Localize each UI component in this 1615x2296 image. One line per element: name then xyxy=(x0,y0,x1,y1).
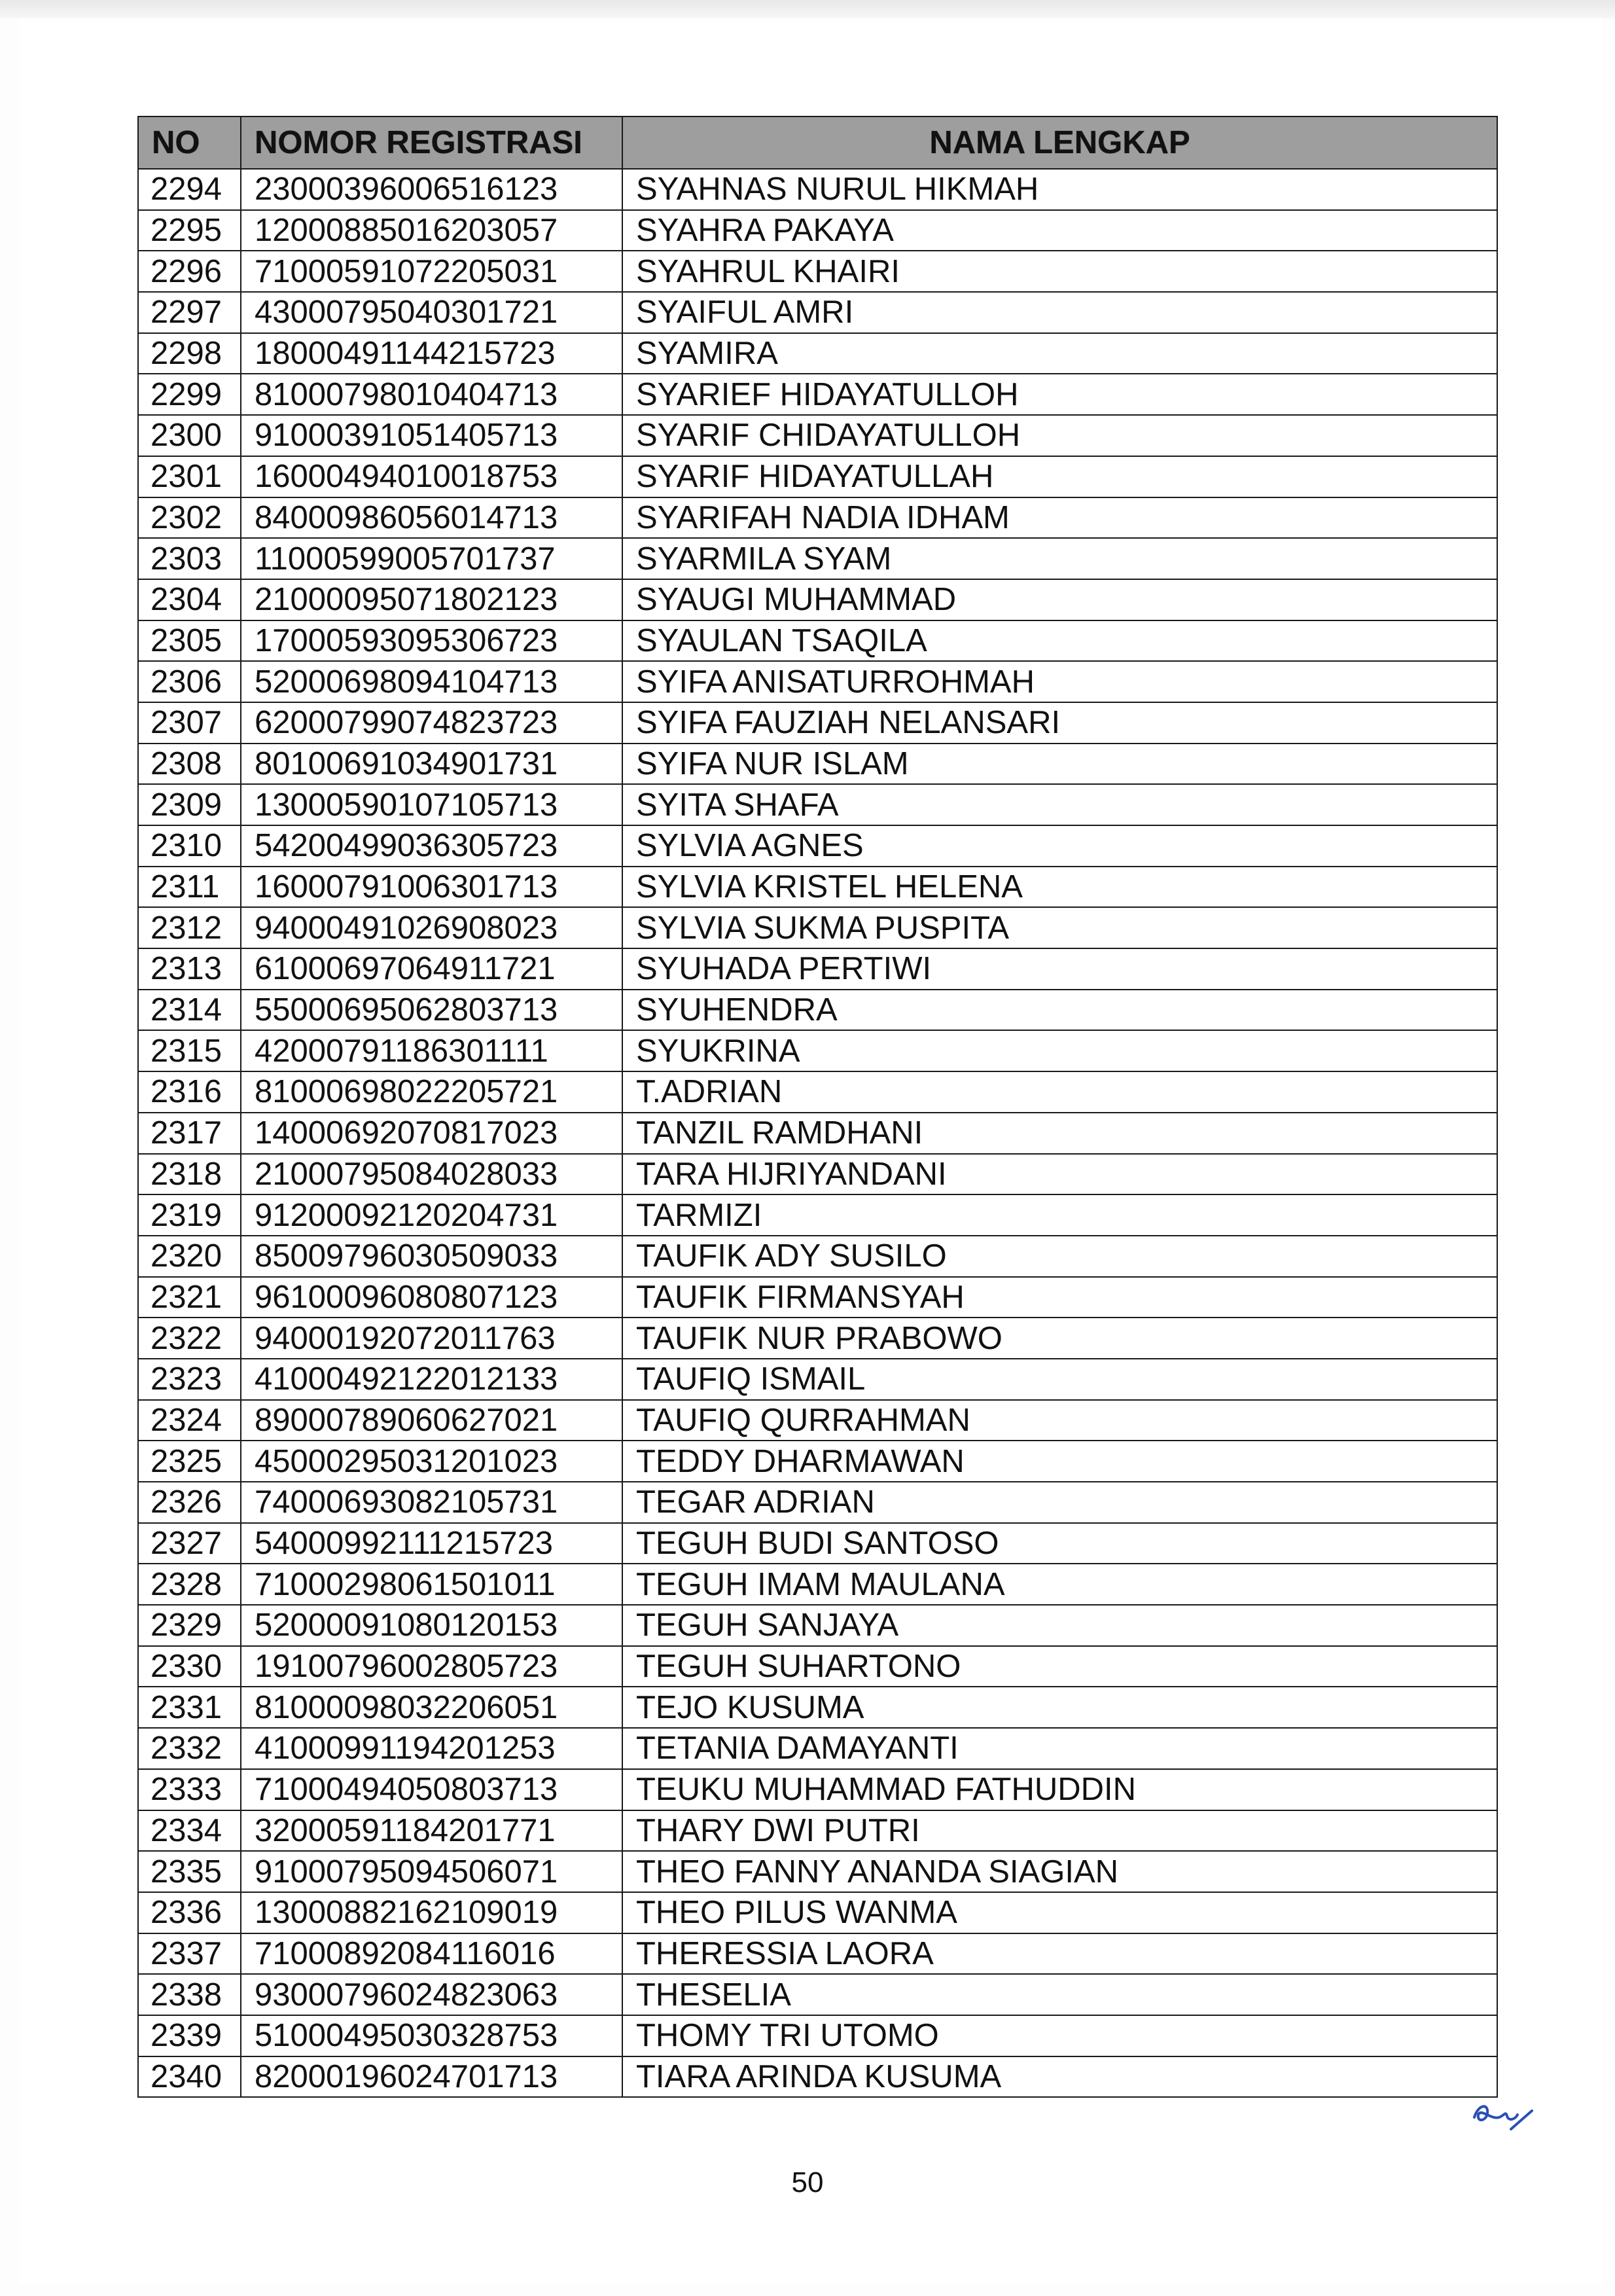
table-row xyxy=(138,1482,1497,1523)
registration-number-cell: 21000795084028033 xyxy=(241,1154,622,1195)
row-number-cell: 2295 xyxy=(138,210,241,251)
registration-number-cell: 96100096080807123 xyxy=(241,1277,622,1318)
header-no: NO xyxy=(138,117,241,169)
row-number-cell: 2310 xyxy=(138,825,241,867)
full-name-cell: SYARIEF HIDAYATULLOH xyxy=(622,374,1497,415)
row-number-cell: 2327 xyxy=(138,1523,241,1564)
full-name-cell: TARA HIJRIYANDANI xyxy=(622,1154,1497,1195)
registration-number-cell: 94000491026908023 xyxy=(241,907,622,948)
table-row xyxy=(138,1030,1497,1071)
full-name-cell: TEGUH IMAM MAULANA xyxy=(622,1564,1497,1605)
registration-number-cell: 93000796024823063 xyxy=(241,1974,622,2015)
registration-number-cell: 89000789060627021 xyxy=(241,1400,622,1441)
table-row xyxy=(138,1892,1497,1933)
table-header-row xyxy=(138,117,1497,169)
table-row xyxy=(138,169,1497,210)
registration-number-cell: 74000693082105731 xyxy=(241,1482,622,1523)
table-row xyxy=(138,1933,1497,1975)
row-number-cell: 2322 xyxy=(138,1318,241,1359)
row-number-cell: 2331 xyxy=(138,1687,241,1728)
full-name-cell: THARY DWI PUTRI xyxy=(622,1810,1497,1852)
row-number-cell: 2317 xyxy=(138,1113,241,1154)
handwritten-initial-icon xyxy=(1469,2091,1541,2137)
table-row xyxy=(138,374,1497,415)
registration-number-cell: 18000491144215723 xyxy=(241,333,622,374)
full-name-cell: TANZIL RAMDHANI xyxy=(622,1113,1497,1154)
registration-number-cell: 51000495030328753 xyxy=(241,2015,622,2056)
table-row xyxy=(138,415,1497,456)
table-row xyxy=(138,661,1497,702)
registration-number-cell: 16000494010018753 xyxy=(241,456,622,497)
full-name-cell: TEGAR ADRIAN xyxy=(622,1482,1497,1523)
row-number-cell: 2321 xyxy=(138,1277,241,1318)
full-name-cell: SYARIF HIDAYATULLAH xyxy=(622,456,1497,497)
registration-number-cell: 41000492122012133 xyxy=(241,1359,622,1400)
row-number-cell: 2308 xyxy=(138,744,241,785)
row-number-cell: 2315 xyxy=(138,1030,241,1071)
registration-number-cell: 71000298061501011 xyxy=(241,1564,622,1605)
table-row xyxy=(138,1318,1497,1359)
table-row xyxy=(138,1851,1497,1892)
table-row xyxy=(138,744,1497,785)
row-number-cell: 2329 xyxy=(138,1605,241,1646)
registration-number-cell: 71000494050803713 xyxy=(241,1769,622,1810)
full-name-cell: TEJO KUSUMA xyxy=(622,1687,1497,1728)
registration-number-cell: 41000991194201253 xyxy=(241,1728,622,1769)
table-body xyxy=(138,169,1497,2097)
registration-number-cell: 61000697064911721 xyxy=(241,948,622,990)
row-number-cell: 2316 xyxy=(138,1071,241,1113)
full-name-cell: SYUHADA PERTIWI xyxy=(622,948,1497,990)
row-number-cell: 2330 xyxy=(138,1646,241,1687)
page-number: 50 xyxy=(791,2166,824,2198)
full-name-cell: TARMIZI xyxy=(622,1194,1497,1236)
table-row xyxy=(138,867,1497,908)
full-name-cell: TAUFIK ADY SUSILO xyxy=(622,1236,1497,1277)
table-row xyxy=(138,1194,1497,1236)
registration-number-cell: 23000396006516123 xyxy=(241,169,622,210)
registration-number-cell: 19100796002805723 xyxy=(241,1646,622,1687)
row-number-cell: 2337 xyxy=(138,1933,241,1975)
full-name-cell: SYUHENDRA xyxy=(622,990,1497,1031)
table-row xyxy=(138,1071,1497,1113)
full-name-cell: SYAMIRA xyxy=(622,333,1497,374)
full-name-cell: SYITA SHAFA xyxy=(622,784,1497,825)
registration-number-cell: 52000698094104713 xyxy=(241,661,622,702)
table-row xyxy=(138,1277,1497,1318)
full-name-cell: SYLVIA KRISTEL HELENA xyxy=(622,867,1497,908)
row-number-cell: 2323 xyxy=(138,1359,241,1400)
registration-number-cell: 84000986056014713 xyxy=(241,497,622,539)
table-row xyxy=(138,1810,1497,1852)
table-row xyxy=(138,1564,1497,1605)
row-number-cell: 2303 xyxy=(138,538,241,579)
full-name-cell: SYLVIA AGNES xyxy=(622,825,1497,867)
full-name-cell: THEO FANNY ANANDA SIAGIAN xyxy=(622,1851,1497,1892)
registration-number-cell: 62000799074823723 xyxy=(241,702,622,744)
row-number-cell: 2299 xyxy=(138,374,241,415)
row-number-cell: 2336 xyxy=(138,1892,241,1933)
table-row xyxy=(138,333,1497,374)
table-row xyxy=(138,702,1497,744)
row-number-cell: 2311 xyxy=(138,867,241,908)
full-name-cell: TEDDY DHARMAWAN xyxy=(622,1441,1497,1482)
row-number-cell: 2309 xyxy=(138,784,241,825)
table-row xyxy=(138,2015,1497,2056)
row-number-cell: 2319 xyxy=(138,1194,241,1236)
registration-number-cell: 71000591072205031 xyxy=(241,251,622,292)
table-row xyxy=(138,579,1497,620)
table-row xyxy=(138,1687,1497,1728)
registration-number-cell: 54000992111215723 xyxy=(241,1523,622,1564)
row-number-cell: 2313 xyxy=(138,948,241,990)
registration-number-cell: 54200499036305723 xyxy=(241,825,622,867)
registration-number-cell: 14000692070817023 xyxy=(241,1113,622,1154)
full-name-cell: SYUKRINA xyxy=(622,1030,1497,1071)
row-number-cell: 2314 xyxy=(138,990,241,1031)
registration-number-cell: 21000095071802123 xyxy=(241,579,622,620)
registration-number-cell: 81000698022205721 xyxy=(241,1071,622,1113)
row-number-cell: 2300 xyxy=(138,415,241,456)
row-number-cell: 2302 xyxy=(138,497,241,539)
registration-number-cell: 81000098032206051 xyxy=(241,1687,622,1728)
table-row xyxy=(138,825,1497,867)
registration-number-cell: 71000892084116016 xyxy=(241,1933,622,1975)
registration-number-cell: 12000885016203057 xyxy=(241,210,622,251)
full-name-cell: TIARA ARINDA KUSUMA xyxy=(622,2056,1497,2098)
row-number-cell: 2334 xyxy=(138,1810,241,1852)
full-name-cell: TETANIA DAMAYANTI xyxy=(622,1728,1497,1769)
registration-number-cell: 94000192072011763 xyxy=(241,1318,622,1359)
row-number-cell: 2298 xyxy=(138,333,241,374)
registration-number-cell: 91200092120204731 xyxy=(241,1194,622,1236)
registration-number-cell: 45000295031201023 xyxy=(241,1441,622,1482)
registration-number-cell: 91000795094506071 xyxy=(241,1851,622,1892)
header-registration-number: NOMOR REGISTRASI xyxy=(241,117,622,169)
row-number-cell: 2307 xyxy=(138,702,241,744)
registration-number-cell: 17000593095306723 xyxy=(241,620,622,662)
table-row xyxy=(138,907,1497,948)
row-number-cell: 2305 xyxy=(138,620,241,662)
row-number-cell: 2333 xyxy=(138,1769,241,1810)
full-name-cell: TAUFIK FIRMANSYAH xyxy=(622,1277,1497,1318)
full-name-cell: TEGUH SUHARTONO xyxy=(622,1646,1497,1687)
full-name-cell: THOMY TRI UTOMO xyxy=(622,2015,1497,2056)
header-full-name: NAMA LENGKAP xyxy=(622,117,1497,169)
table-row xyxy=(138,1236,1497,1277)
full-name-cell: THERESSIA LAORA xyxy=(622,1933,1497,1975)
full-name-cell: TEUKU MUHAMMAD FATHUDDIN xyxy=(622,1769,1497,1810)
full-name-cell: SYARIFAH NADIA IDHAM xyxy=(622,497,1497,539)
registration-number-cell: 82000196024701713 xyxy=(241,2056,622,2098)
full-name-cell: THEO PILUS WANMA xyxy=(622,1892,1497,1933)
full-name-cell: TEGUH SANJAYA xyxy=(622,1605,1497,1646)
row-number-cell: 2297 xyxy=(138,292,241,333)
table-row xyxy=(138,497,1497,539)
registration-number-cell: 42000791186301111 xyxy=(241,1030,622,1071)
registration-number-cell: 52000091080120153 xyxy=(241,1605,622,1646)
registration-number-cell: 16000791006301713 xyxy=(241,867,622,908)
full-name-cell: SYAHRA PAKAYA xyxy=(622,210,1497,251)
row-number-cell: 2304 xyxy=(138,579,241,620)
table-row xyxy=(138,292,1497,333)
table-row xyxy=(138,1113,1497,1154)
full-name-cell: SYIFA ANISATURROHMAH xyxy=(622,661,1497,702)
registration-number-cell: 13000590107105713 xyxy=(241,784,622,825)
table-row xyxy=(138,1400,1497,1441)
row-number-cell: 2294 xyxy=(138,169,241,210)
row-number-cell: 2306 xyxy=(138,661,241,702)
registration-number-cell: 91000391051405713 xyxy=(241,415,622,456)
row-number-cell: 2328 xyxy=(138,1564,241,1605)
row-number-cell: 2324 xyxy=(138,1400,241,1441)
registration-number-cell: 85009796030509033 xyxy=(241,1236,622,1277)
full-name-cell: SYAULAN TSAQILA xyxy=(622,620,1497,662)
row-number-cell: 2326 xyxy=(138,1482,241,1523)
registration-number-cell: 81000798010404713 xyxy=(241,374,622,415)
row-number-cell: 2312 xyxy=(138,907,241,948)
table-row xyxy=(138,251,1497,292)
full-name-cell: SYAIFUL AMRI xyxy=(622,292,1497,333)
table-row xyxy=(138,620,1497,662)
table-row xyxy=(138,1605,1497,1646)
table-row xyxy=(138,1646,1497,1687)
table-row xyxy=(138,1769,1497,1810)
table-row xyxy=(138,210,1497,251)
registration-number-cell: 55000695062803713 xyxy=(241,990,622,1031)
table-row xyxy=(138,456,1497,497)
table-row xyxy=(138,538,1497,579)
registration-number-cell: 32000591184201771 xyxy=(241,1810,622,1852)
full-name-cell: SYAHNAS NURUL HIKMAH xyxy=(622,169,1497,210)
row-number-cell: 2332 xyxy=(138,1728,241,1769)
registration-number-cell: 80100691034901731 xyxy=(241,744,622,785)
registration-table xyxy=(137,116,1498,2098)
table-row xyxy=(138,784,1497,825)
registration-number-cell: 13000882162109019 xyxy=(241,1892,622,1933)
row-number-cell: 2339 xyxy=(138,2015,241,2056)
table-row xyxy=(138,1523,1497,1564)
row-number-cell: 2340 xyxy=(138,2056,241,2098)
full-name-cell: SYAUGI MUHAMMAD xyxy=(622,579,1497,620)
full-name-cell: TAUFIQ QURRAHMAN xyxy=(622,1400,1497,1441)
table-row xyxy=(138,1728,1497,1769)
full-name-cell: TEGUH BUDI SANTOSO xyxy=(622,1523,1497,1564)
table-row xyxy=(138,2056,1497,2098)
full-name-cell: SYAHRUL KHAIRI xyxy=(622,251,1497,292)
table-row xyxy=(138,990,1497,1031)
table-row xyxy=(138,1441,1497,1482)
table-row xyxy=(138,1974,1497,2015)
row-number-cell: 2318 xyxy=(138,1154,241,1195)
full-name-cell: SYARMILA SYAM xyxy=(622,538,1497,579)
full-name-cell: TAUFIQ ISMAIL xyxy=(622,1359,1497,1400)
scan-edge-shade xyxy=(0,0,1615,18)
full-name-cell: THESELIA xyxy=(622,1974,1497,2015)
row-number-cell: 2325 xyxy=(138,1441,241,1482)
full-name-cell: SYLVIA SUKMA PUSPITA xyxy=(622,907,1497,948)
registration-number-cell: 43000795040301721 xyxy=(241,292,622,333)
full-name-cell: SYARIF CHIDAYATULLOH xyxy=(622,415,1497,456)
full-name-cell: TAUFIK NUR PRABOWO xyxy=(622,1318,1497,1359)
row-number-cell: 2301 xyxy=(138,456,241,497)
table-row xyxy=(138,1359,1497,1400)
table-row xyxy=(138,948,1497,990)
row-number-cell: 2320 xyxy=(138,1236,241,1277)
row-number-cell: 2296 xyxy=(138,251,241,292)
full-name-cell: SYIFA NUR ISLAM xyxy=(622,744,1497,785)
row-number-cell: 2338 xyxy=(138,1974,241,2015)
row-number-cell: 2335 xyxy=(138,1851,241,1892)
table-row xyxy=(138,1154,1497,1195)
full-name-cell: SYIFA FAUZIAH NELANSARI xyxy=(622,702,1497,744)
full-name-cell: T.ADRIAN xyxy=(622,1071,1497,1113)
registration-number-cell: 11000599005701737 xyxy=(241,538,622,579)
